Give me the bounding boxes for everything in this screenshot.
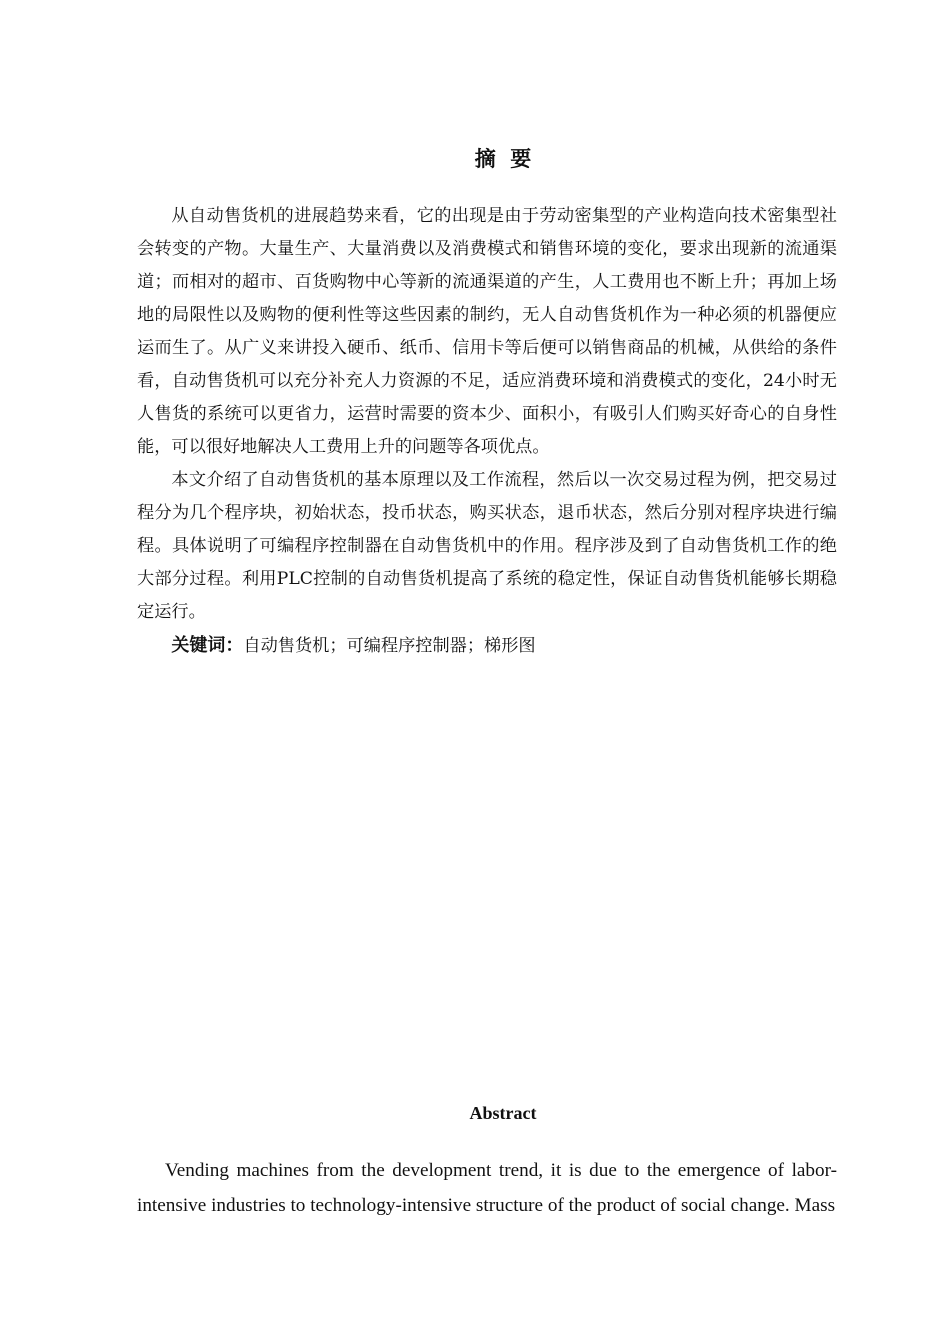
keywords-label: 关键词： (171, 635, 244, 656)
keywords-line (137, 629, 837, 663)
english-abstract-body (137, 1153, 837, 1223)
chinese-abstract-title: 摘 要 (474, 147, 532, 171)
chinese-abstract-paragraph-1: 从自动售货机的进展趋势来看，它的出现是由于劳动密集型的产业构造向技术密集型社会转变的产物。大量生产、大量消费以及消费模式和销售环境的变化，要求出现新的流通渠道；而相对的超市、百货购物中心等新的流通渠道的产生，人工费用也不断上升；再加上场地的局限性以及购物的便利性等这些因素的制约，无人自动售货机作为一种必须的机器便应运而生了。从广义来讲投入硬币、纸币、信用卡等后便可以销售商品的机械，从供给的条件看，自动售货机可以充分补充人力资源的不足，适应消费环境和消费模式的变化，24小时无人售货的系统可以更省力，运营时需要的资本少、面积小，有吸引人们购买好奇心的自身性能，可以很好地解决人工费用上升的问题等各项优点。 (137, 206, 837, 457)
english-abstract-title: Abstract (469, 1103, 537, 1123)
keywords-text: 自动售货机；可编程序控制器；梯形图 (243, 636, 536, 656)
english-abstract-paragraph: Vending machines from the development trend, it is due to the emergence of labor-intensive industries to technology-intensive structure of the product of social change. Mass (137, 1160, 837, 1216)
chinese-abstract-body (137, 200, 837, 663)
chinese-abstract-paragraph-2: 本文介绍了自动售货机的基本原理以及工作流程，然后以一次交易过程为例，把交易过程分为几个程序块，初始状态，投币状态，购买状态，退币状态，然后分别对程序块进行编程。具体说明了可编程序控制器在自动售货机中的作用。程序涉及到了自动售货机工作的绝大部分过程。利用PLC控制的自动售货机提高了系统的稳定性，保证自动售货机能够长期稳定运行。 (137, 470, 837, 622)
